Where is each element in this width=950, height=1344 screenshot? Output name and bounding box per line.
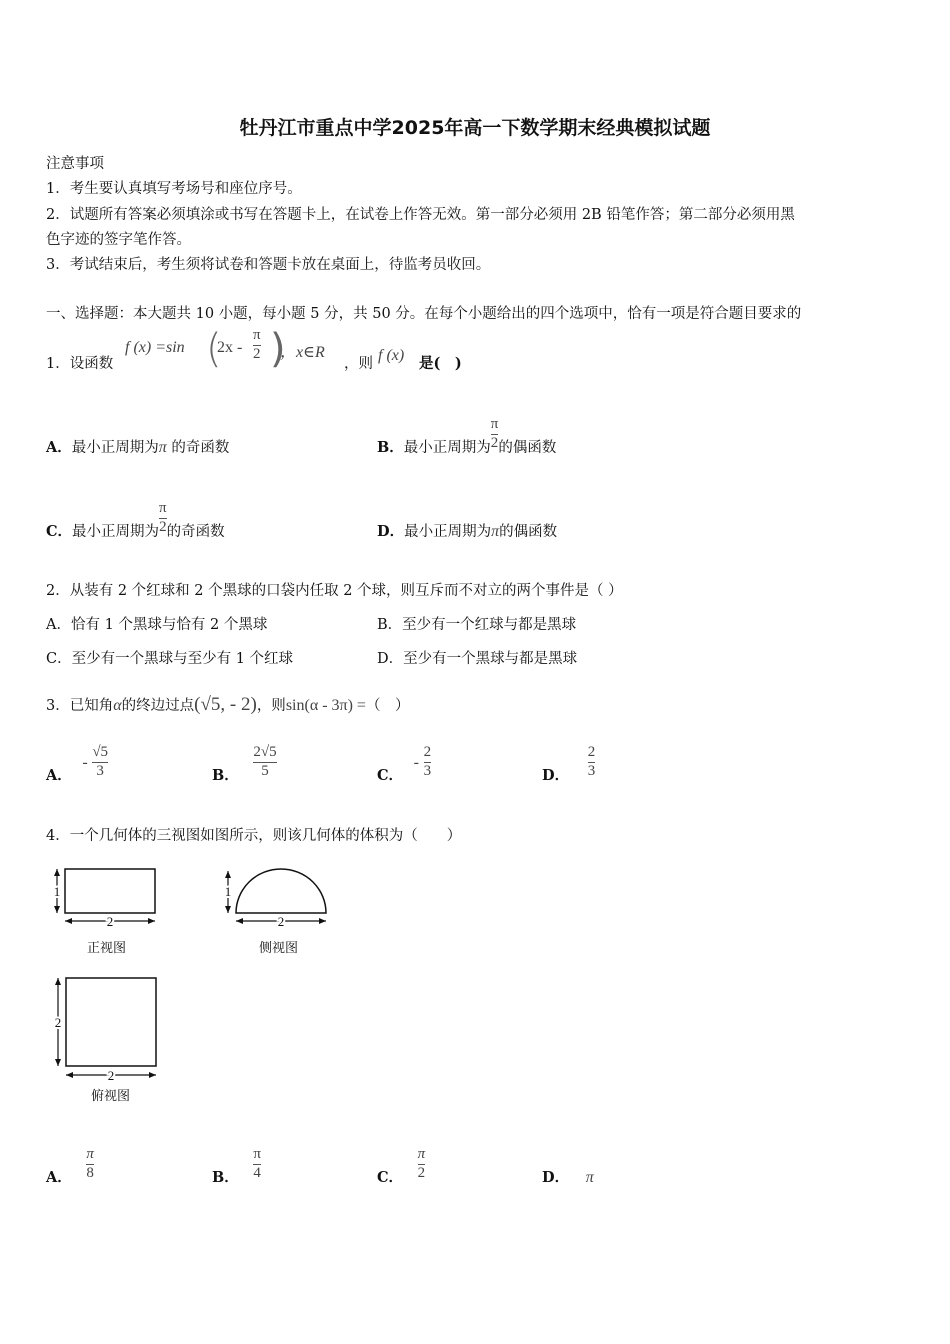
section-heading: 一、选择题：本大题共 10 小题，每小题 5 分，共 50 分。在每个小题给出的四个选项中，恰有一项是符合题目要求的 [46, 306, 802, 322]
q3-option-d: D． $\frac{2}{3}$ [542, 744, 596, 784]
q1-f-rhs: f (x) [378, 347, 405, 364]
q4-option-d: D． π [542, 1169, 594, 1186]
arrow-icon [236, 918, 243, 924]
arrow-icon [148, 918, 155, 924]
q3-stem: 3．已知角α的终边过点(√5, - 2)，则sin(α - 3π) =（ ） [46, 694, 410, 715]
notice-item-2: 2．试题所有答案必须填涂或书写在答题卡上，在试卷上作答无效。第一部分必须用 2B 铅笔作答；第二部分必须用黑 [46, 207, 795, 223]
arrow-icon [54, 869, 60, 876]
q1-is: 是( ) [419, 355, 462, 372]
arrow-icon [225, 871, 231, 878]
side-view-figure [221, 862, 333, 930]
arrow-icon [54, 906, 60, 913]
arrow-icon [55, 978, 61, 985]
arrow-icon [149, 1072, 156, 1078]
arrow-icon [225, 906, 231, 913]
q1-option-c: C．最小正周期为 $\frac{\pi}{2}$ 的奇函数 [46, 500, 225, 540]
q1-option-d: D．最小正周期为π的偶函数 [377, 523, 558, 540]
q1-f-lhs: f (x) =sin [125, 339, 185, 356]
notice-item-3: 3．考试结束后，考生须将试卷和答题卡放在桌面上，待监考员收回。 [46, 257, 491, 273]
top-view-label: 俯视图 [91, 1089, 131, 1104]
top-height-label: 2 [54, 1015, 62, 1030]
top-view-figure [50, 972, 165, 1084]
top-view-rect [66, 978, 156, 1066]
q1-prefix: 1．设函数 [46, 356, 114, 372]
notice-heading: 注意事项 [46, 156, 104, 172]
notice-item-2-cont: 色字迹的签字笔作答。 [46, 232, 191, 248]
front-view-figure [50, 862, 165, 930]
side-width-label: 2 [277, 914, 285, 929]
q4-option-c: C． $\frac{\pi}{2}$ [377, 1146, 426, 1186]
q2-option-b: B．至少有一个红球与都是黑球 [377, 617, 577, 633]
front-width-label: 2 [106, 914, 114, 929]
notice-item-1: 1．考生要认真填写考场号和座位序号。 [46, 181, 302, 197]
front-height-label: 1 [53, 884, 61, 899]
front-view-rect [65, 869, 155, 913]
arrow-icon [55, 1059, 61, 1066]
top-width-label: 2 [107, 1068, 115, 1083]
arrow-icon [66, 1072, 73, 1078]
q1-option-a: A．最小正周期为π 的奇函数 [46, 439, 230, 456]
q1-open-paren: ( [206, 326, 222, 372]
q4-stem: 4．一个几何体的三视图如图所示，则该几何体的体积为（ ） [46, 828, 462, 844]
q2-stem: 2．从装有 2 个红球和 2 个黑球的口袋内任取 2 个球，则互斥而不对立的两个事件是（ ） [46, 583, 623, 599]
q2-option-d: D．至少有一个黑球与都是黑球 [377, 651, 578, 667]
q2-option-c: C．至少有一个黑球与至少有 1 个红球 [46, 651, 294, 667]
q1-close-paren: ) [270, 326, 286, 372]
q3-option-a: A． - $\frac{√5}{3}$ [46, 744, 109, 784]
q2-option-a: A．恰有 1 个黑球与恰有 2 个黑球 [46, 617, 268, 633]
q1-then: ，则 [344, 356, 373, 372]
q4-option-b: B． $\frac{\pi}{4}$ [212, 1146, 261, 1186]
q4-option-a: A． $\frac{\pi}{8}$ [46, 1146, 94, 1186]
side-height-label: 1 [224, 884, 232, 899]
arrow-icon [65, 918, 72, 924]
q1-inner: 2x - [217, 339, 243, 356]
side-view-label: 侧视图 [259, 941, 299, 956]
q3-option-c: C． - $\frac{2}{3}$ [377, 744, 432, 784]
front-view-label: 正视图 [87, 941, 127, 956]
page-title: 牡丹江市重点中学2025年高一下数学期末经典模拟试题 [239, 117, 711, 139]
q1-option-b: B．最小正周期为 $\frac{\pi}{2}$ 的偶函数 [377, 416, 557, 456]
arrow-icon [319, 918, 326, 924]
q3-option-b: B． $\frac{2√5}{5}$ [212, 744, 277, 784]
side-view-semicircle [236, 869, 326, 913]
q1-pi-over-2: $\frac{\pi}{2}$ [253, 327, 261, 362]
q1-domain: ，x∈R [280, 344, 325, 361]
